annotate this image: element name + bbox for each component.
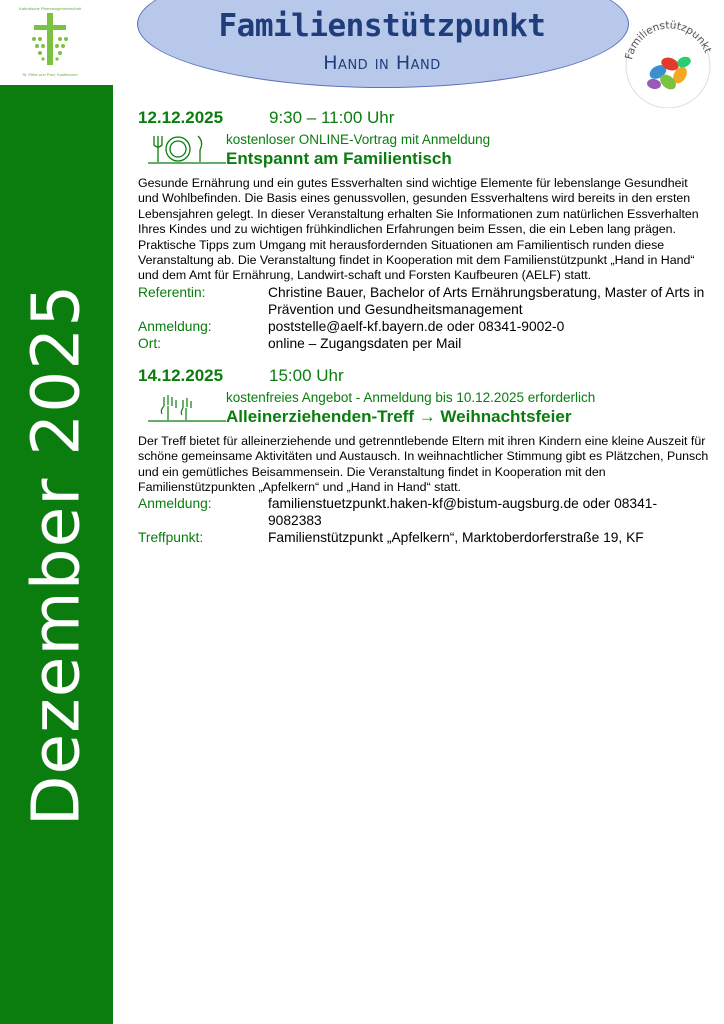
event-info-row xyxy=(138,529,710,546)
parish-logo-bottom-text: St. Peter und Paul, Kaufbeuren xyxy=(22,72,78,77)
hands-logo-icon xyxy=(618,20,718,108)
cross-dots-icon xyxy=(28,11,72,67)
event-time: 15:00 Uhr xyxy=(269,365,344,385)
event-info-row xyxy=(138,335,710,352)
event-info-row xyxy=(138,318,710,335)
info-value: Christine Bauer, Bachelor of Arts Ernährungsberatung, Master of Arts in Prävention und Gesundheitsmanagement xyxy=(268,284,705,317)
info-label: Anmeldung: xyxy=(138,496,212,512)
event-title: Entspannt am Familientisch xyxy=(226,149,452,168)
event-note: kostenfreies Angebot - Anmeldung bis 10.12.2025 erforderlich xyxy=(226,389,596,405)
plate-cutlery-icon xyxy=(146,134,228,164)
info-label: Treffpunkt: xyxy=(138,530,204,546)
info-value: Familienstützpunkt „Apfelkern“, Marktoberdorferstraße 19, KF xyxy=(268,530,644,546)
logo-arc-text: Familienstützpunkt xyxy=(623,20,714,61)
event-description: Gesunde Ernährung und ein gutes Essverhalten sind wichtige Elemente für lebenslange Gesundheit und Wohlbefinden. Die Basis eines genussvollen, gesunden Essverhaltens wird bereits in den ersten Lebensjahren gelegt. In dieser Veranstaltung erhalten Sie Informationen zum natürlichen Essverhalten Ihres Kindes und zu wichtigen frühkindlichen Erfahrungen beim Essen, die ein Leben lang prägen. Praktische Tipps zum Umgang mit herausfordernden Situationen am Familientisch runden diese Veranstaltung ab. Die Veranstaltung findet in Kooperation mit dem Familienstützpunkt „Hand in Hand“ und dem Amt für Ernährung, Landwirt-schaft und Forsten Kaufbeuren (AELF) statt. xyxy=(138,176,699,283)
page-title: Familienstützpunkt xyxy=(218,8,546,44)
event-2 xyxy=(138,366,710,547)
parish-logo xyxy=(14,6,86,82)
event-date: 12.12.2025 xyxy=(138,108,224,127)
page-subtitle: Hand in Hand xyxy=(323,52,441,74)
events-list xyxy=(138,108,710,560)
info-value: familienstuetzpunkt.haken-kf@bistum-augsburg.de oder 08341-9082383 xyxy=(268,496,658,529)
event-time: 9:30 – 11:00 Uhr xyxy=(269,108,395,127)
info-label: Referentin: xyxy=(138,284,206,300)
event-note: kostenloser ONLINE-Vortrag mit Anmeldung xyxy=(226,132,491,147)
info-value: online – Zugangsdaten per Mail xyxy=(268,335,462,351)
event-info-row xyxy=(138,284,710,318)
event-date: 14.12.2025 xyxy=(138,365,224,385)
event-info-row xyxy=(138,495,710,529)
event-description: Der Treff bietet für alleinerziehende und getrenntlebende Eltern mit ihren Kindern eine kleine Auszeit für schöne gemeinsame Aktivitäten und Austausch. In weihnachtlicher Stimmung gibt es Plätzchen, Punsch und ein gemütliches Beisammensein. Die Veranstaltung findet in Kooperation mit den Familienstützpunkten „Apfelkern“ und „Hand in Hand“ statt. xyxy=(138,433,709,495)
info-value: poststelle@aelf-kf.bayern.de oder 08341-9002-0 xyxy=(268,318,565,334)
info-label: Ort: xyxy=(138,335,161,351)
familienstuetzpunkt-logo xyxy=(618,20,718,108)
event-title: Alleinerziehenden-Treff → Weihnachtsfeier xyxy=(226,406,572,426)
sidebar-month-label: Dezember 2025 xyxy=(17,283,95,827)
parish-logo-top-text: Katholische Pfarreiengemeinschaft xyxy=(19,6,81,11)
event-1 xyxy=(138,108,710,352)
waving-hands-icon xyxy=(146,392,228,422)
info-label: Anmeldung: xyxy=(138,318,212,334)
